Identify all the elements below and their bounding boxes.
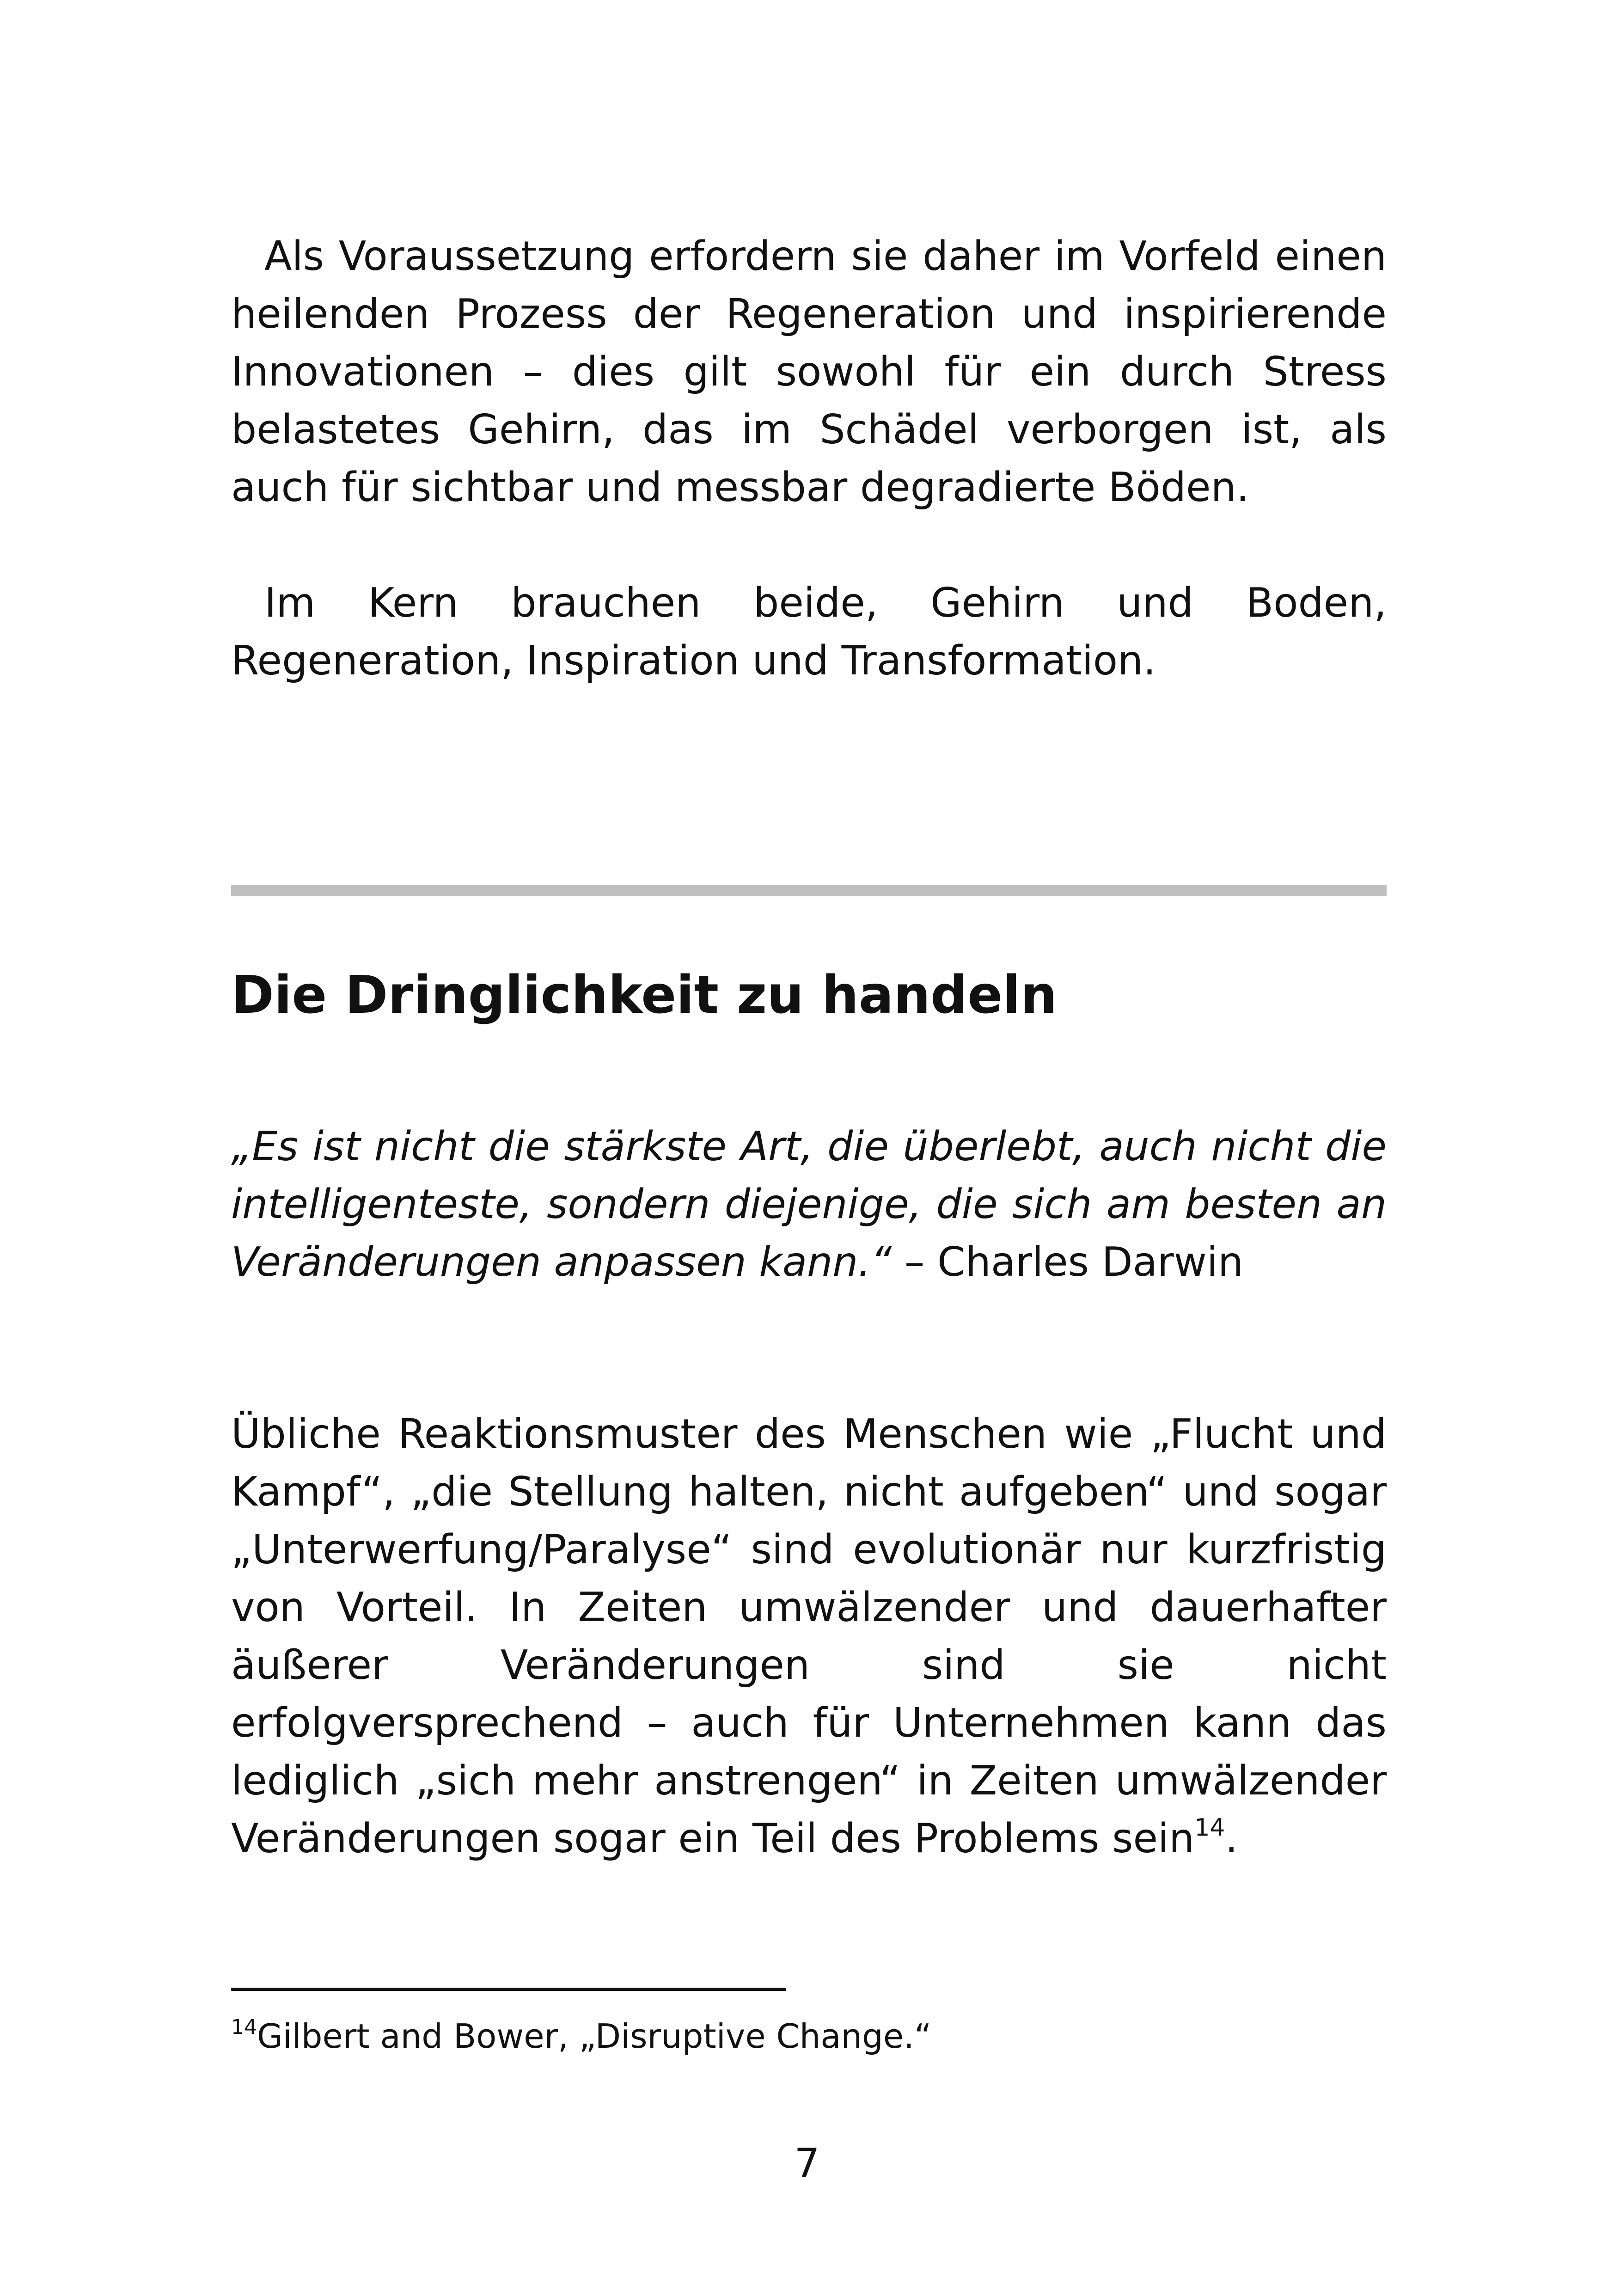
paragraph-core: [231, 574, 1387, 690]
footnote-text: Gilbert and Bower, „Disruptive Change.“: [257, 2017, 932, 2056]
paragraph-core-text: Im Kern brauchen beide, Gehirn und Boden, Regeneration, Inspiration und Transformation.: [231, 579, 1387, 684]
section-divider: [231, 885, 1387, 896]
darwin-quote: [231, 1118, 1387, 1291]
paragraph-intro: [231, 227, 1387, 516]
paragraph-end: .: [1225, 1815, 1238, 1862]
quote-text: „Es ist nicht die stärkste Art, die überlebt, auch nicht die intelligenteste, sondern diejenige, die sich am besten an Veränderungen anpassen kann.“: [231, 1123, 1387, 1286]
footnote: [231, 2013, 1387, 2059]
footnote-number: 14: [231, 2015, 257, 2039]
section-heading: Die Dringlichkeit zu handeln: [231, 965, 1058, 1025]
footnote-reference[interactable]: 14: [1194, 1814, 1225, 1842]
paragraph-reaction-patterns: [231, 1405, 1387, 1867]
paragraph-intro-text: Als Voraussetzung erfordern sie daher im Vorfeld einen heilenden Prozess der Regeneration und inspirierende Innovationen – dies gilt sowohl für ein durch Stress belastetes Gehirn, das im Schädel verborgen ist, als auch für sichtbar und messbar degradierte Böden.: [231, 233, 1387, 511]
page-number: 7: [794, 2140, 820, 2187]
paragraph-reaction-text: Übliche Reaktionsmuster des Menschen wie „Flucht und Kampf“, „die Stellung halten, nicht aufgeben“ und sogar „Unterwerfung/Paralyse“ sind evolutionär nur kurzfristig von Vorteil. In Zeiten umwälzender und dauerhafter äußerer Veränderungen sind sie nicht erfolgversprechend – auch für Unternehmen kann das lediglich „sich mehr anstrengen“ in Zeiten umwälzender Veränderungen sogar ein Teil des Problems sein: [231, 1410, 1387, 1862]
footnote-separator: [231, 1988, 786, 1991]
quote-attribution: – Charles Darwin: [892, 1238, 1244, 1286]
